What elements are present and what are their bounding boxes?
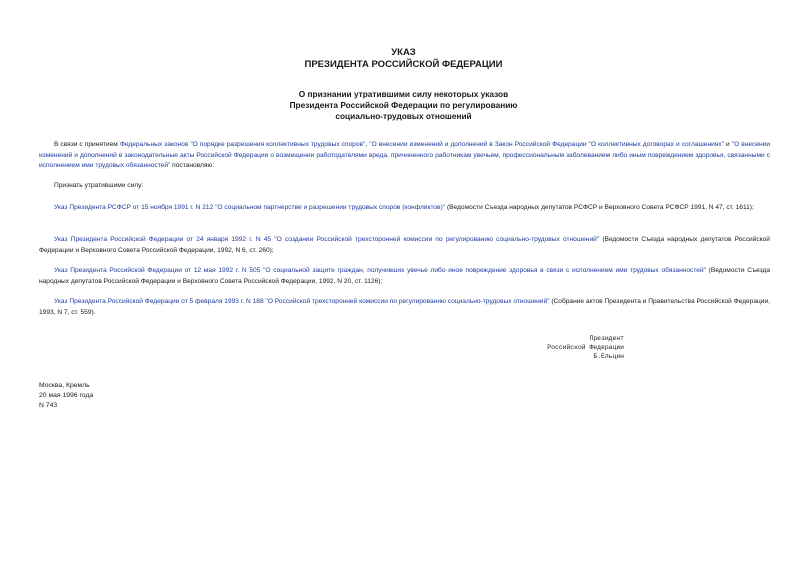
doc-title-line-2: Президента Российской Федерации по регулированию xyxy=(289,100,518,110)
signature-country: Российской Федерации xyxy=(547,344,624,351)
document-number: N 743 xyxy=(39,402,58,409)
law-link-collective-agreements[interactable]: "О внесении изменений и дополнений в Закон Российской Федерации "О коллективных договорах и соглашениях" xyxy=(369,141,724,148)
decree-link-45[interactable]: Указ Президента Российской Федерации от 24 января 1992 г. N 45 "О создании Российской трехсторонней комиссии по регулированию социально-трудовых отношений" xyxy=(54,236,600,243)
signing-place: Москва, Кремль xyxy=(39,382,90,389)
preamble-suffix: постановляю: xyxy=(170,162,215,170)
preamble-prefix: В связи с принятием xyxy=(54,141,120,148)
decree-operative-line: Признать утратившими силу: xyxy=(54,182,144,189)
decree-link-212[interactable]: Указ Президента РСФСР от 15 ноября 1991 г. N 212 "О социальном партнерстве и разрешении трудовых споров (конфликтов)" xyxy=(54,204,446,211)
list-item xyxy=(39,297,770,318)
doc-title-line-3: социально-трудовых отношений xyxy=(335,111,472,121)
law-link-collective-disputes[interactable]: Федеральных законов "О порядке разрешения коллективных трудовых споров" xyxy=(119,141,366,148)
preamble-separator-1: , xyxy=(365,141,370,148)
list-item-source: (Собрание актов Президента и Правительства Российской Федерации, 1993, N 7, ст. 559). xyxy=(39,298,770,316)
list-item xyxy=(39,203,770,214)
signature-name: Б.Ельцин xyxy=(593,353,624,360)
list-item-source: (Ведомости Съезда народных депутатов Российской Федерации и Верховного Совета Российской Федерации, 1992, N 20, ст. 1126); xyxy=(39,267,770,285)
list-item-source: (Ведомости Съезда народных депутатов РСФСР и Верховного Совета РСФСР 1991, N 47, ст. 1611); xyxy=(445,204,754,211)
decree-link-188[interactable]: Указ Президента Российской Федерации от 5 февраля 1993 г. N 188 "О Российской трехсторонней комиссии по регулированию социально-трудовых отношений" xyxy=(54,298,550,305)
decree-link-505[interactable]: Указ Президента Российской Федерации от 12 мая 1992 г. N 505 "О социальной защите граждан, получивших увечье либо иное повреждение здоровья в связи с исполнением ими трудовых обязанностей" xyxy=(54,267,706,274)
doc-title-line-1: О признании утратившими силу некоторых указов xyxy=(298,89,509,99)
issuer-heading: ПРЕЗИДЕНТА РОССИЙСКОЙ ФЕДЕРАЦИИ xyxy=(304,59,503,70)
signature-title: Президент xyxy=(589,335,624,342)
law-link-damage-compensation[interactable]: "О внесении изменений и дополнений в законодательные акты Российской Федерации о возмещении работодателями вреда, причиненного работникам увечьем, профессиональным заболеванием либо иным повреждением здоровья, связанными с исполнением ими трудовых обязанностей" xyxy=(39,141,771,170)
list-item xyxy=(39,235,770,256)
list-item xyxy=(39,266,770,287)
preamble-separator-2: и xyxy=(724,141,732,148)
signing-date: 20 мая 1996 года xyxy=(39,392,94,399)
list-item-source: (Ведомости Съезда народных депутатов Российской Федерации и Верховного Совета Российской Федерации, 1992, N 6, ст. 260); xyxy=(39,236,770,254)
preamble-paragraph xyxy=(39,140,770,172)
doc-type-heading: УКАЗ xyxy=(391,47,416,58)
